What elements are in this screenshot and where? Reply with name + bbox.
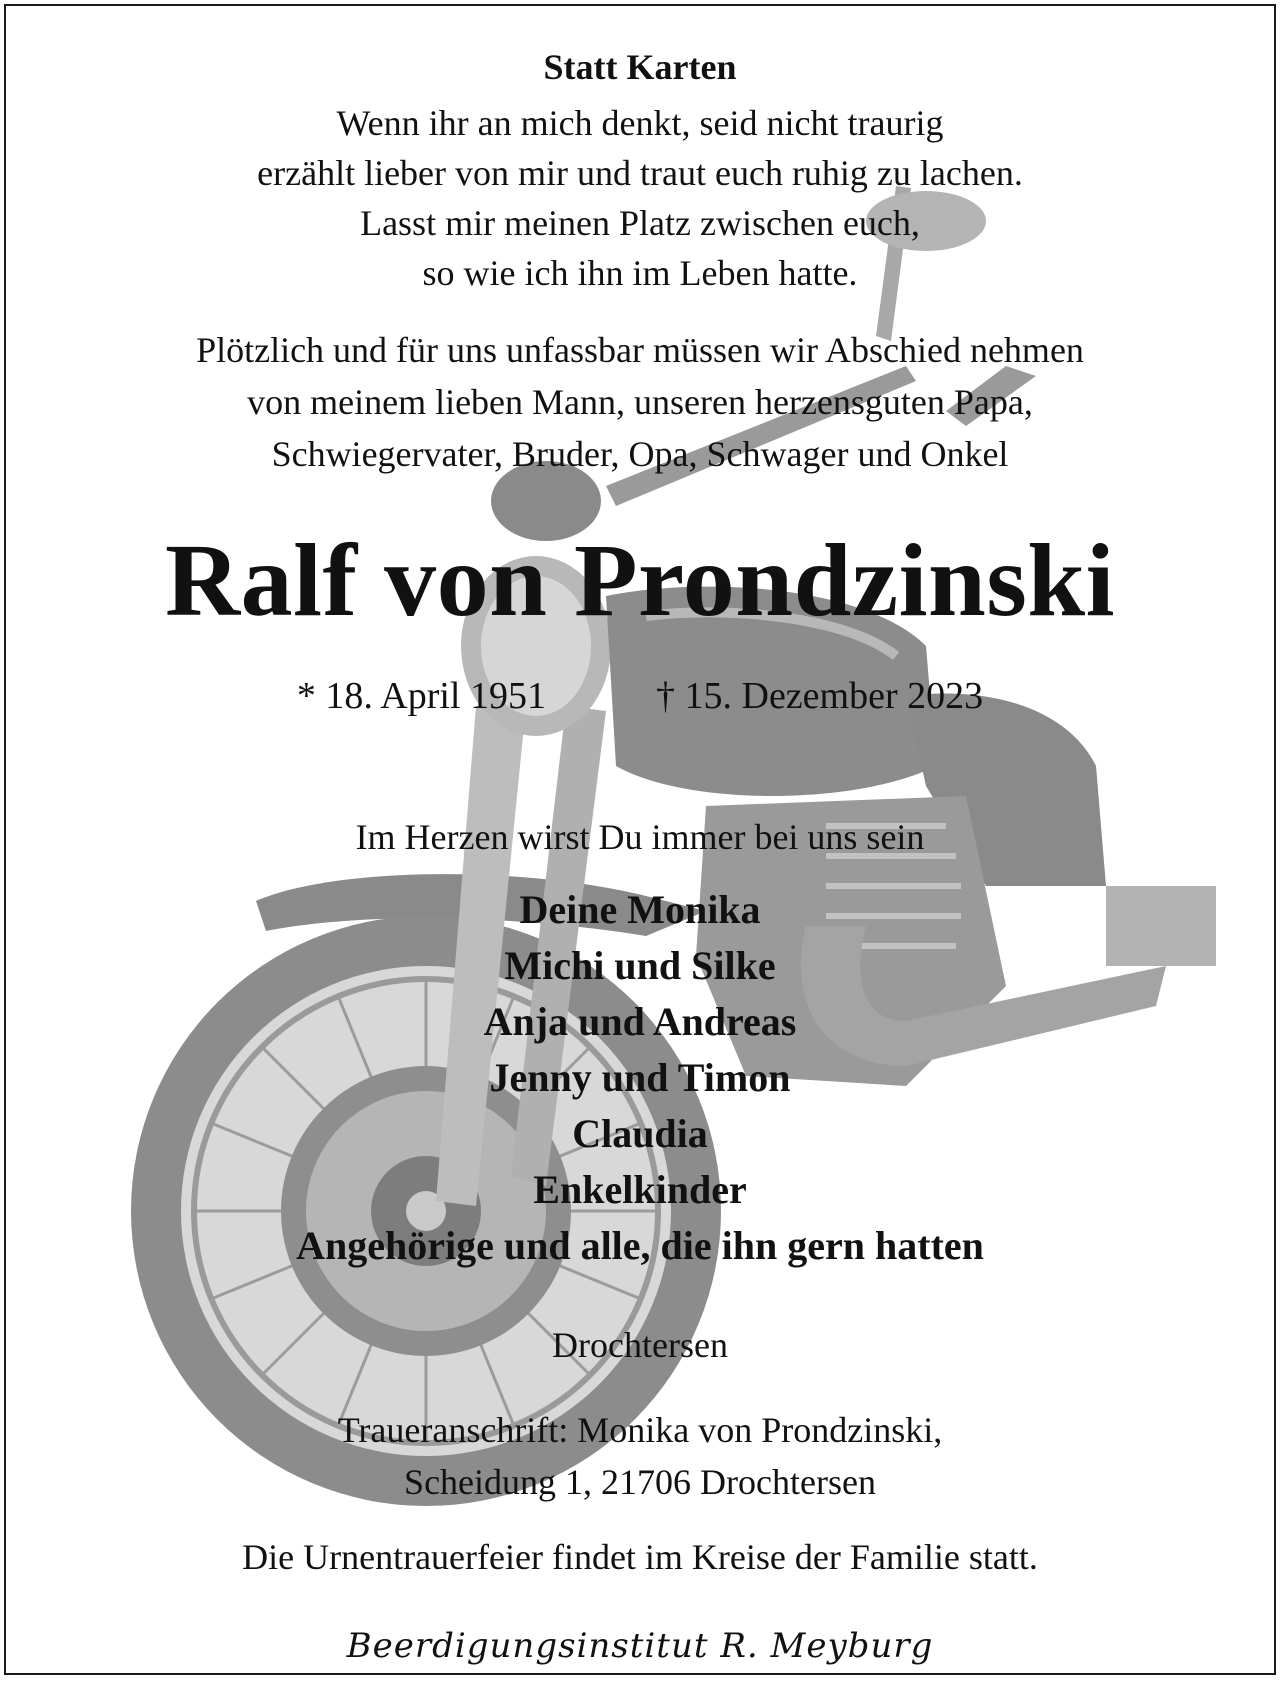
motto: Im Herzen wirst Du immer bei uns sein xyxy=(355,817,925,857)
signer-3: Anja und Andreas xyxy=(483,999,797,1044)
deceased-name: Ralf von Prondzinski xyxy=(164,523,1116,638)
intro-line-1: Plötzlich und für uns unfassbar müssen wir Abschied nehmen xyxy=(196,330,1084,370)
signer-4: Jenny und Timon xyxy=(489,1055,791,1100)
birth-date: * 18. April 1951 xyxy=(296,675,546,717)
notice-heading: Statt Karten xyxy=(543,47,737,87)
signer-5: Claudia xyxy=(572,1111,708,1156)
death-date: † 15. Dezember 2023 xyxy=(656,675,984,717)
address-line-1: Traueranschrift: Monika von Prondzinski, xyxy=(337,1410,943,1450)
ceremony-note: Die Urnentrauerfeier findet im Kreise der Familie statt. xyxy=(242,1537,1038,1577)
obituary-notice xyxy=(4,4,1276,1675)
poem-line-3: Lasst mir meinen Platz zwischen euch, xyxy=(360,203,920,243)
life-dates xyxy=(6,674,1274,718)
place: Drochtersen xyxy=(552,1325,728,1365)
undertaker-signature: Beerdigungsinstitut R. Meyburg xyxy=(346,1626,934,1666)
intro-line-3: Schwiegervater, Bruder, Opa, Schwager und Onkel xyxy=(271,434,1009,474)
intro-line-2: von meinem lieben Mann, unseren herzensguten Papa, xyxy=(247,382,1033,422)
signer-6: Enkelkinder xyxy=(533,1167,747,1212)
poem-line-2: erzählt lieber von mir und traut euch ruhig zu lachen. xyxy=(257,153,1023,193)
poem-line-4: so wie ich ihn im Leben hatte. xyxy=(422,253,858,293)
poem-line-1: Wenn ihr an mich denkt, seid nicht traurig xyxy=(336,103,944,143)
signer-7: Angehörige und alle, die ihn gern hatten xyxy=(296,1223,984,1268)
signer-1: Deine Monika xyxy=(519,887,761,932)
address-line-2: Scheidung 1, 21706 Drochtersen xyxy=(404,1462,876,1502)
signer-2: Michi und Silke xyxy=(504,943,776,988)
